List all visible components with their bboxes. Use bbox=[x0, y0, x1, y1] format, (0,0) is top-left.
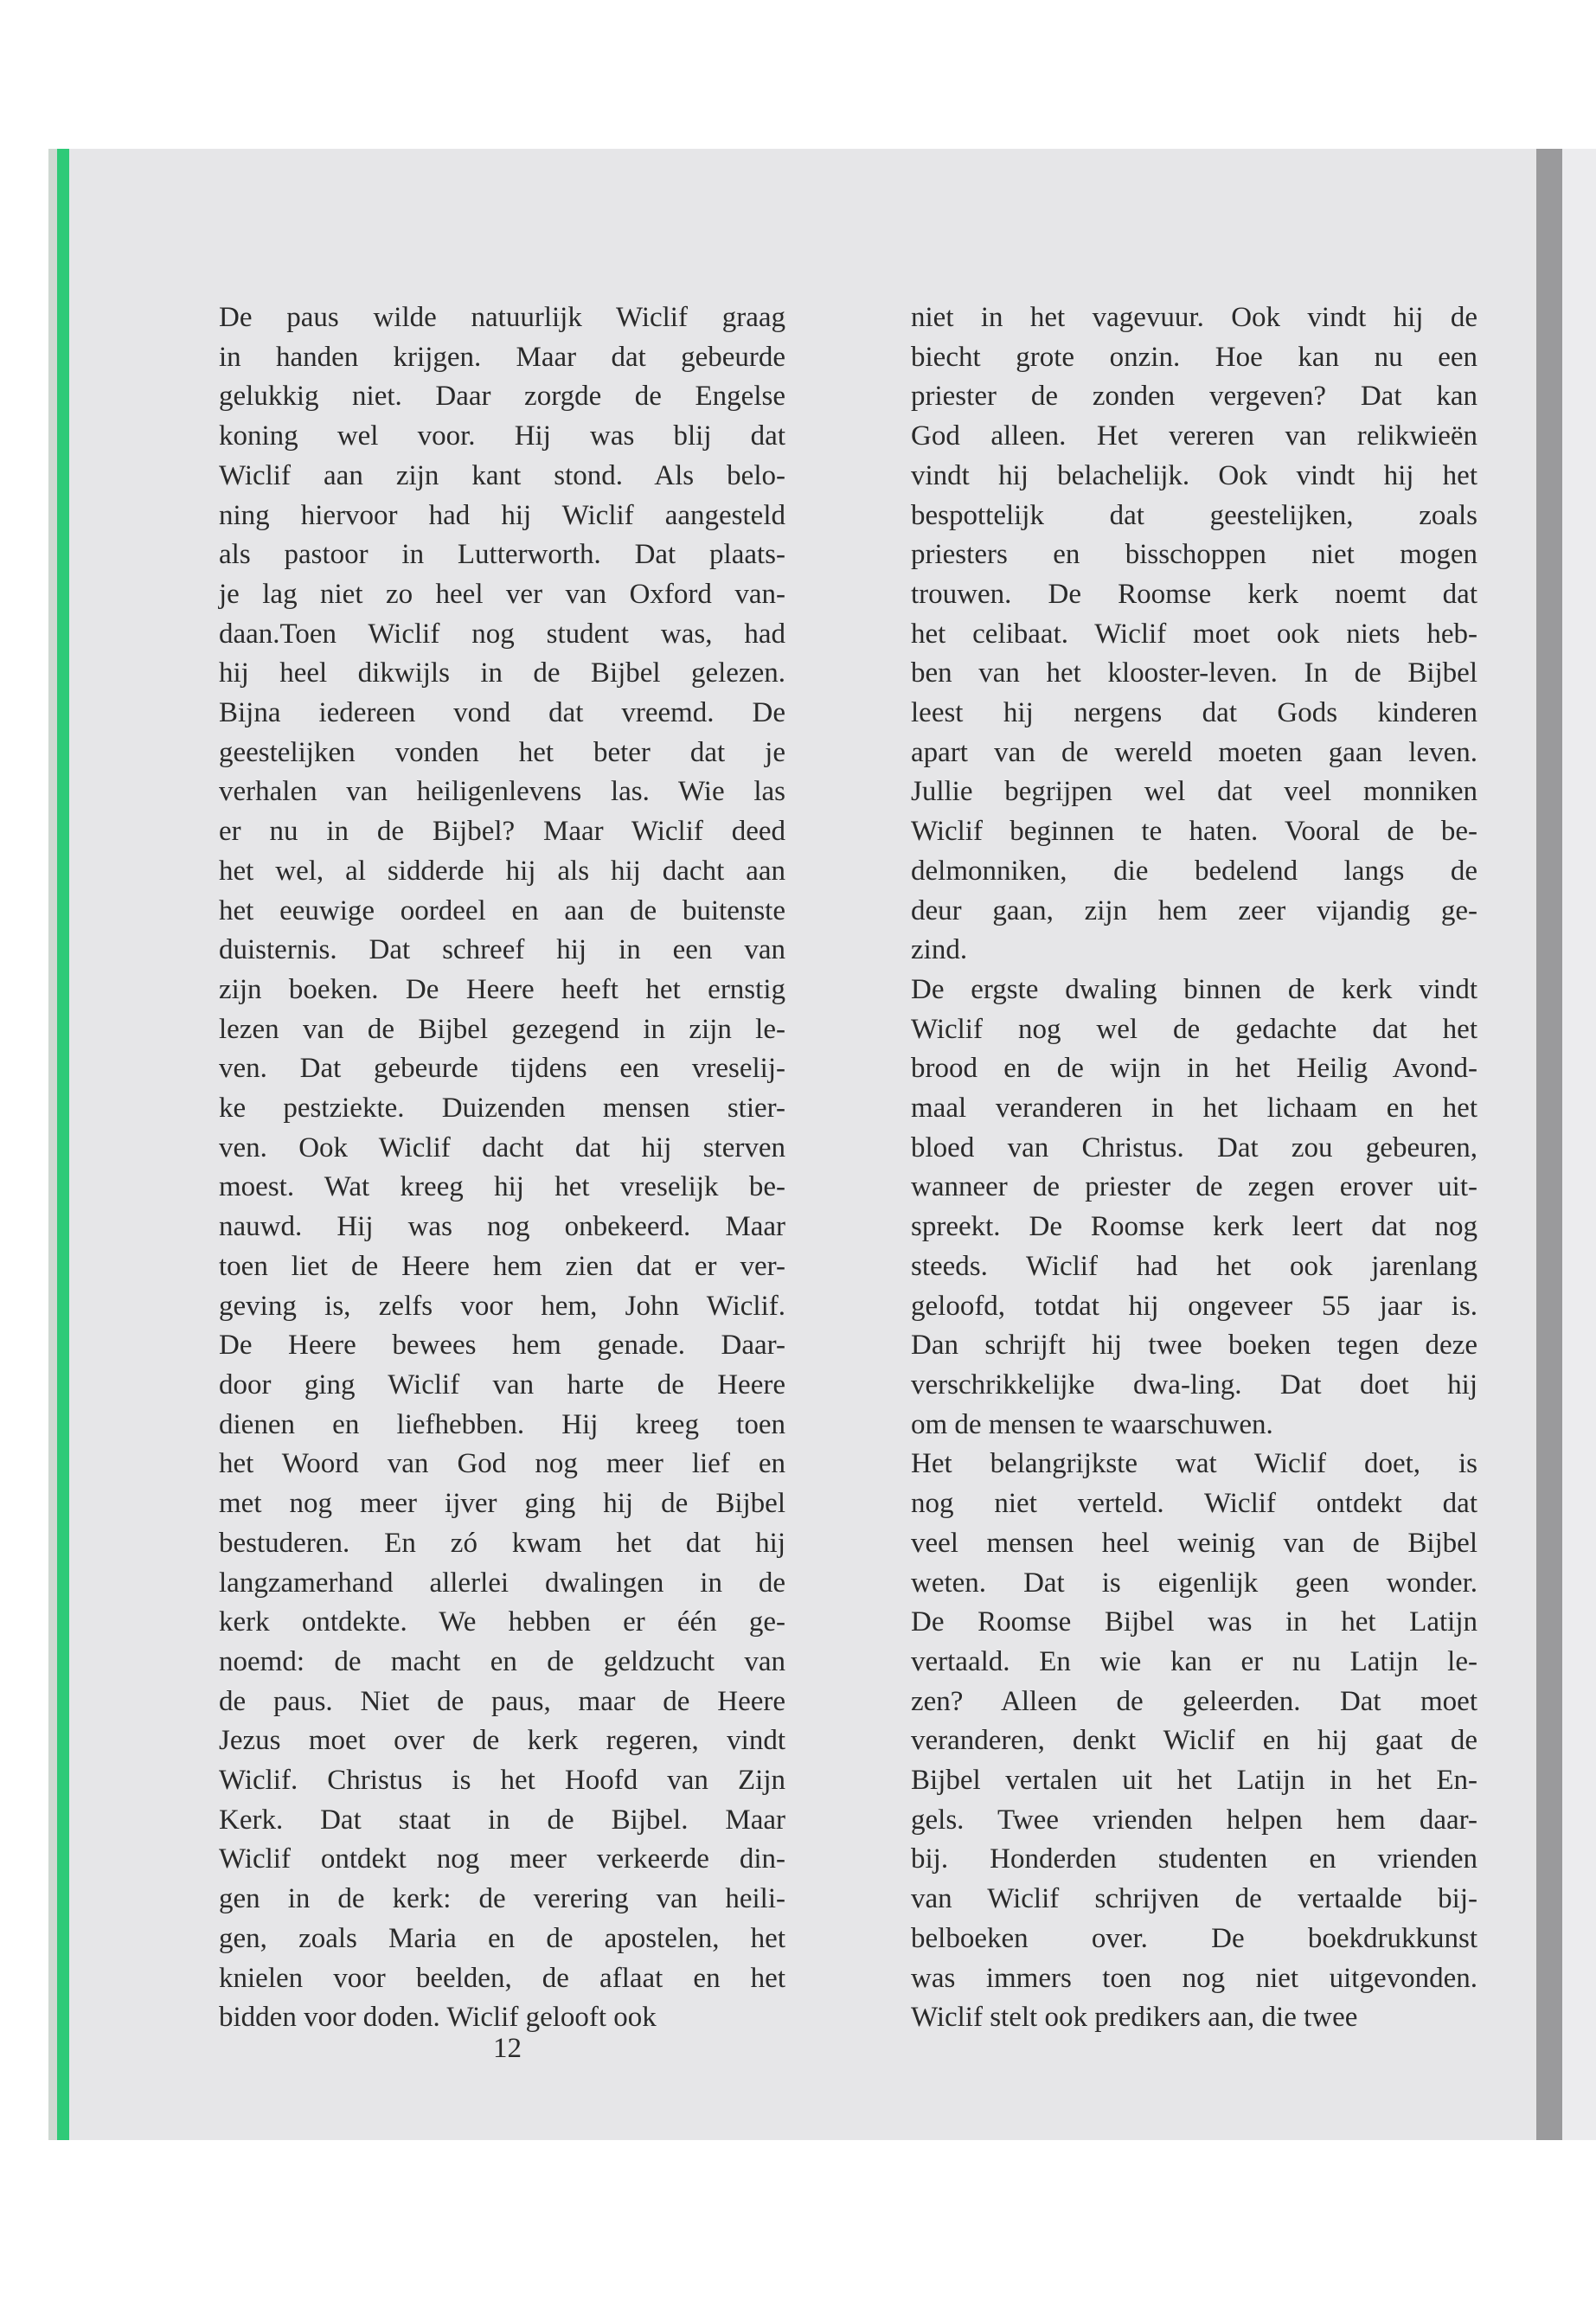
text-line: veel mensen heel weinig van de Bijbel bbox=[911, 1527, 1477, 1559]
text-line: ven. Ook Wiclif dacht dat hij sterven bbox=[219, 1131, 785, 1163]
text-line: geestelijken vonden het beter dat je bbox=[219, 736, 785, 768]
text-line: zind. bbox=[911, 934, 968, 966]
text-line: niet in het vagevuur. Ook vindt hij de bbox=[911, 302, 1477, 333]
text-line: Wiclif nog wel de gedachte dat het bbox=[911, 1013, 1477, 1045]
text-line: brood en de wijn in het Heilig Avond- bbox=[911, 1053, 1477, 1085]
text-line: verhalen van heiligenlevens las. Wie las bbox=[219, 776, 785, 808]
text-line: bespottelijk dat geestelijken, zoals bbox=[911, 499, 1477, 531]
text-line: weten. Dat is eigenlijk geen wonder. bbox=[911, 1567, 1477, 1599]
text-line: Bijna iedereen vond dat vreemd. De bbox=[219, 697, 785, 729]
text-line: De ergste dwaling binnen de kerk vindt bbox=[911, 973, 1477, 1005]
text-line: als pastoor in Lutterworth. Dat plaats- bbox=[219, 539, 785, 571]
text-line: zen? Alleen de geleerden. Dat moet bbox=[911, 1685, 1477, 1717]
text-line: leest hij nergens dat Gods kinderen bbox=[911, 697, 1477, 729]
left-text-column bbox=[219, 298, 785, 2038]
text-line: De paus wilde natuurlijk Wiclif graag bbox=[219, 302, 785, 333]
text-line: gelukkig niet. Daar zorgde de Engelse bbox=[219, 381, 785, 413]
text-line: Dan schrijft hij twee boeken tegen deze bbox=[911, 1330, 1477, 1362]
text-line: delmonniken, die bedelend langs de bbox=[911, 855, 1477, 887]
text-line: bloed van Christus. Dat zou gebeuren, bbox=[911, 1131, 1477, 1163]
text-line: geving is, zelfs voor hem, John Wiclif. bbox=[219, 1290, 785, 1322]
text-line: zijn boeken. De Heere heeft het ernstig bbox=[219, 973, 785, 1005]
text-line: langzamerhand allerlei dwalingen in de bbox=[219, 1567, 785, 1599]
text-line: het Woord van God nog meer lief en bbox=[219, 1448, 785, 1480]
text-line: dienen en liefhebben. Hij kreeg toen bbox=[219, 1408, 785, 1440]
page-edge-shadow bbox=[48, 149, 57, 2140]
text-line: je lag niet zo heel ver van Oxford van- bbox=[219, 578, 785, 610]
text-line: moest. Wat kreeg hij het vreselijk be- bbox=[219, 1171, 785, 1203]
text-line: het wel, al sidderde hij als hij dacht aan bbox=[219, 855, 785, 887]
text-line: Wiclif stelt ook predikers aan, die twee bbox=[911, 2002, 1358, 2034]
text-line: Kerk. Dat staat in de Bijbel. Maar bbox=[219, 1804, 785, 1836]
text-line: gels. Twee vrienden helpen hem daar- bbox=[911, 1804, 1477, 1836]
text-line: De Roomse Bijbel was in het Latijn bbox=[911, 1606, 1477, 1638]
text-line: hij heel dikwijls in de Bijbel gelezen. bbox=[219, 657, 785, 689]
text-line: gen, zoals Maria en de apostelen, het bbox=[219, 1922, 785, 1954]
text-line: priesters en bisschoppen niet mogen bbox=[911, 539, 1477, 571]
text-line: Wiclif beginnen te haten. Vooral de be- bbox=[911, 816, 1477, 848]
text-line: nauwd. Hij was nog onbekeerd. Maar bbox=[219, 1211, 785, 1243]
text-line: met nog meer ijver ging hij de Bijbel bbox=[219, 1488, 785, 1520]
text-line: veranderen, denkt Wiclif en hij gaat de bbox=[911, 1725, 1477, 1757]
text-line: vertaald. En wie kan er nu Latijn le- bbox=[911, 1645, 1477, 1677]
text-line: ning hiervoor had hij Wiclif aangesteld bbox=[219, 499, 785, 531]
text-line: ven. Dat gebeurde tijdens een vreselij- bbox=[219, 1053, 785, 1085]
text-line: Wiclif ontdekt nog meer verkeerde din- bbox=[219, 1843, 785, 1875]
text-line: in handen krijgen. Maar dat gebeurde bbox=[219, 341, 785, 373]
green-spine-edge bbox=[57, 149, 69, 2140]
text-line: noemd: de macht en de geldzucht van bbox=[219, 1645, 785, 1677]
text-line: steeds. Wiclif had het ook jarenlang bbox=[911, 1250, 1477, 1282]
text-line: het eeuwige oordeel en aan de buitenste bbox=[219, 894, 785, 926]
text-line: was immers toen nog niet uitgevonden. bbox=[911, 1962, 1477, 1994]
text-line: De Heere bewees hem genade. Daar- bbox=[219, 1330, 785, 1362]
text-line: belboeken over. De boekdrukkunst bbox=[911, 1922, 1477, 1954]
text-line: bij. Honderden studenten en vrienden bbox=[911, 1843, 1477, 1875]
text-line: koning wel voor. Hij was blij dat bbox=[219, 420, 785, 452]
text-line: ben van het klooster-leven. In de Bijbel bbox=[911, 657, 1477, 689]
text-line: het celibaat. Wiclif moet ook niets heb- bbox=[911, 618, 1477, 650]
text-line: knielen voor beelden, de aflaat en het bbox=[219, 1962, 785, 1994]
text-line: Wiclif aan zijn kant stond. Als belo- bbox=[219, 459, 785, 491]
text-line: deur gaan, zijn hem zeer vijandig ge- bbox=[911, 894, 1477, 926]
text-line: Wiclif. Christus is het Hoofd van Zijn bbox=[219, 1765, 785, 1797]
facing-page-strip bbox=[1562, 149, 1596, 2140]
text-line: kerk ontdekte. We hebben er één ge- bbox=[219, 1606, 785, 1638]
text-line: vindt hij belachelijk. Ook vindt hij het bbox=[911, 459, 1477, 491]
next-page-edge bbox=[1536, 149, 1596, 2140]
text-line: daan.Toen Wiclif nog student was, had bbox=[219, 618, 785, 650]
text-line: Jullie begrijpen wel dat veel monniken bbox=[911, 776, 1477, 808]
text-line: lezen van de Bijbel gezegend in zijn le- bbox=[219, 1013, 785, 1045]
text-line: Bijbel vertalen uit het Latijn in het En- bbox=[911, 1765, 1477, 1797]
text-line: maal veranderen in het lichaam en het bbox=[911, 1093, 1477, 1125]
text-line: gen in de kerk: de verering van heili- bbox=[219, 1883, 785, 1915]
text-line: toen liet de Heere hem zien dat er ver- bbox=[219, 1250, 785, 1282]
text-line: Jezus moet over de kerk regeren, vindt bbox=[219, 1725, 785, 1757]
text-line: wanneer de priester de zegen erover uit- bbox=[911, 1171, 1477, 1203]
text-line: de paus. Niet de paus, maar de Heere bbox=[219, 1685, 785, 1717]
text-line: om de mensen te waarschuwen. bbox=[911, 1408, 1273, 1440]
text-line: geloofd, totdat hij ongeveer 55 jaar is. bbox=[911, 1290, 1477, 1322]
text-line: bestuderen. En zó kwam het dat hij bbox=[219, 1527, 785, 1559]
text-line: door ging Wiclif van harte de Heere bbox=[219, 1368, 785, 1400]
text-line: Het belangrijkste wat Wiclif doet, is bbox=[911, 1448, 1477, 1480]
text-line: van Wiclif schrijven de vertaalde bij- bbox=[911, 1883, 1477, 1915]
text-line: biecht grote onzin. Hoe kan nu een bbox=[911, 341, 1477, 373]
right-text-column bbox=[911, 298, 1477, 2038]
text-line: ke pestziekte. Duizenden mensen stier- bbox=[219, 1093, 785, 1125]
book-gutter bbox=[1536, 149, 1562, 2140]
text-line: trouwen. De Roomse kerk noemt dat bbox=[911, 578, 1477, 610]
text-line: apart van de wereld moeten gaan leven. bbox=[911, 736, 1477, 768]
text-line: er nu in de Bijbel? Maar Wiclif deed bbox=[219, 816, 785, 848]
text-line: verschrikkelijke dwa-ling. Dat doet hij bbox=[911, 1368, 1477, 1400]
text-line: duisternis. Dat schreef hij in een van bbox=[219, 934, 785, 966]
text-line: bidden voor doden. Wiclif gelooft ook bbox=[219, 2002, 657, 2034]
text-line: spreekt. De Roomse kerk leert dat nog bbox=[911, 1211, 1477, 1243]
text-line: God alleen. Het vereren van relikwieën bbox=[911, 420, 1477, 452]
text-line: nog niet verteld. Wiclif ontdekt dat bbox=[911, 1488, 1477, 1520]
text-line: priester de zonden vergeven? Dat kan bbox=[911, 381, 1477, 413]
page-number: 12 bbox=[493, 2033, 522, 2064]
